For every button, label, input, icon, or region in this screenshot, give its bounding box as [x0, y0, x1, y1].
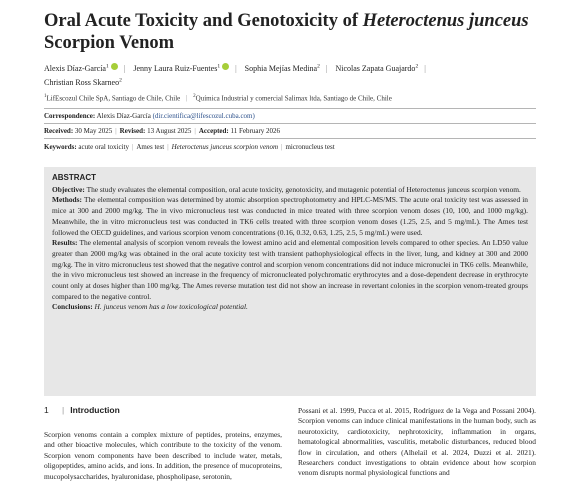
abstract-results: Results: The elemental analysis of scorpion venom reveals the lowest amino acid and elemental composition levels compared to other species. An LD50 value greater than 2000 mg/kg was obtained in the oral acute toxicity test with transient pathophysiological effects in the liver, lung, and kidney at 300 and 2000 mg/kg. The in vitro micronucleus test showed that the negative control and scorpion venom concentrations did not induce micronuclei in TK6 cells. Meanwhile, the in vivo micronucleus test showed an increase in the frequency of micronucleated polychromatic erythrocytes and a dose-dependent decrease in erythrocyte count only at doses higher than 100 mg/kg. The Ames reverse mutation test did not show an increase in revertant colonies in the scorpion venom-treated groups compared to the negative control. — [52, 238, 528, 301]
article-title — [44, 10, 554, 54]
divider — [44, 123, 536, 124]
intro-column-left: Scorpion venoms contain a complex mixture of peptides, proteins, enzymes, and other bioactive molecules, which contribute to the toxicity of the venom. Scorpion venom components have been described to include water, metals, oligopeptides, amino acids, and ions. In addition, the presence of mucoproteins, mucopolysaccharides, hyaluronidase, phospholipase, serotonin, — [44, 430, 282, 481]
separator: | — [325, 63, 328, 73]
separator: | — [123, 63, 126, 73]
author-list — [44, 60, 554, 89]
keywords: Keywords: acute oral toxicity | Ames test | Heteroctenus junceus scorpion venom | micronucleus test — [44, 143, 335, 151]
author[interactable]: Jenny Laura Ruiz-Fuentes$^1$ — [133, 63, 221, 73]
abstract-heading: ABSTRACT — [52, 173, 96, 182]
keyword[interactable]: acute oral toxicity — [78, 143, 129, 151]
keyword[interactable]: micronucleus test — [285, 143, 335, 151]
section-heading-introduction: 1 | Introduction — [44, 405, 120, 415]
title-suffix: Scorpion Venom — [44, 33, 175, 53]
title-prefix: Oral Acute Toxicity and Genotoxicity of — [44, 11, 363, 31]
orcid-icon[interactable] — [111, 63, 118, 70]
author[interactable]: Sophia Mejías Medina$^2$ — [244, 63, 320, 73]
article-dates: Received: 30 May 2025 | Revised: 13 August 2025 | Accepted: 11 February 2026 — [44, 127, 281, 135]
keyword[interactable]: Heteroctenus junceus scorpion venom — [171, 143, 279, 151]
divider — [44, 138, 536, 139]
separator: | — [424, 63, 426, 73]
affiliations: $^1$LifEscozul Chile SpA, Santiago de Chile, Chile | $^2$Química Industrial y comercial Salimax ltda, Santiago de Chile, Chile — [44, 94, 392, 103]
intro-column-right: Possani et al. 1999, Pucca et al. 2015, Rodríguez de la Vega and Possani 2004). Scorpion venoms can induce clinical manifestations in the human body, such as neurotoxicity, cardiotoxicity, nephrotoxicity, inflammation in organs, hematological abnormalities, vasculitis, metabolic disturbances, reduced blood flow in circulation, and others (Alhelail et al. 2024, Duzzi et al. 2021). Researchers conduct investigations to obtain evidence about how scorpion venom disrupts normal physiological functions and — [298, 406, 536, 478]
abstract-box — [44, 167, 536, 396]
correspondence: Correspondence: Alexis Díaz-García (dir.cientifica@lifescozul.cuba.com) — [44, 112, 255, 120]
affiliation-2: Química Industrial y comercial Salimax ltda, Santiago de Chile, Chile — [195, 94, 392, 103]
abstract-objective: Objective: The study evaluates the elemental composition, oral acute toxicity, genotoxicity, and mutagenic potential of Heteroctenus junceus scorpion venom. — [52, 184, 521, 194]
author[interactable]: Christian Ross Skarneo$^2$ — [44, 77, 122, 88]
affiliation-1: LifEscozul Chile SpA, Santiago de Chile, Chile — [46, 94, 181, 103]
abstract-methods: Methods: The elemental composition was determined by atomic absorption spectrophotometry and HPLC-MS/MS. The acute oral toxicity test was assessed in mice at 300 and 2000 mg/kg. The in vivo micronucleus test was conducted in mice treated with three scorpion venom doses (10, 100, and 1000 mg/kg). Meanwhile, the in vitro micronucleus test was conducted in TK6 cells treated with three scorpion venom doses (1.25, 2.5, and 5 mg/mL). The Ames test followed the OECD guidelines, and various scorpion venom concentrations (0.16, 0.32, 0.63, 1.25, 2.5, 5 mg/mL) were used. — [52, 195, 528, 237]
orcid-icon[interactable] — [222, 63, 229, 70]
email-link[interactable]: (dir.cientifica@lifescozul.cuba.com) — [152, 112, 255, 120]
title-species: Heteroctenus junceus — [362, 11, 529, 31]
author[interactable]: Nicolas Zapata Guajardo$^2$ — [335, 63, 419, 73]
divider — [44, 108, 536, 109]
abstract-conclusions: Conclusions: H. junceus venom has a low toxicological potential. — [52, 302, 248, 312]
keyword[interactable]: Ames test — [136, 143, 165, 151]
separator: | — [235, 63, 237, 73]
author[interactable]: Alexis Díaz-García$^1$ — [44, 63, 109, 73]
